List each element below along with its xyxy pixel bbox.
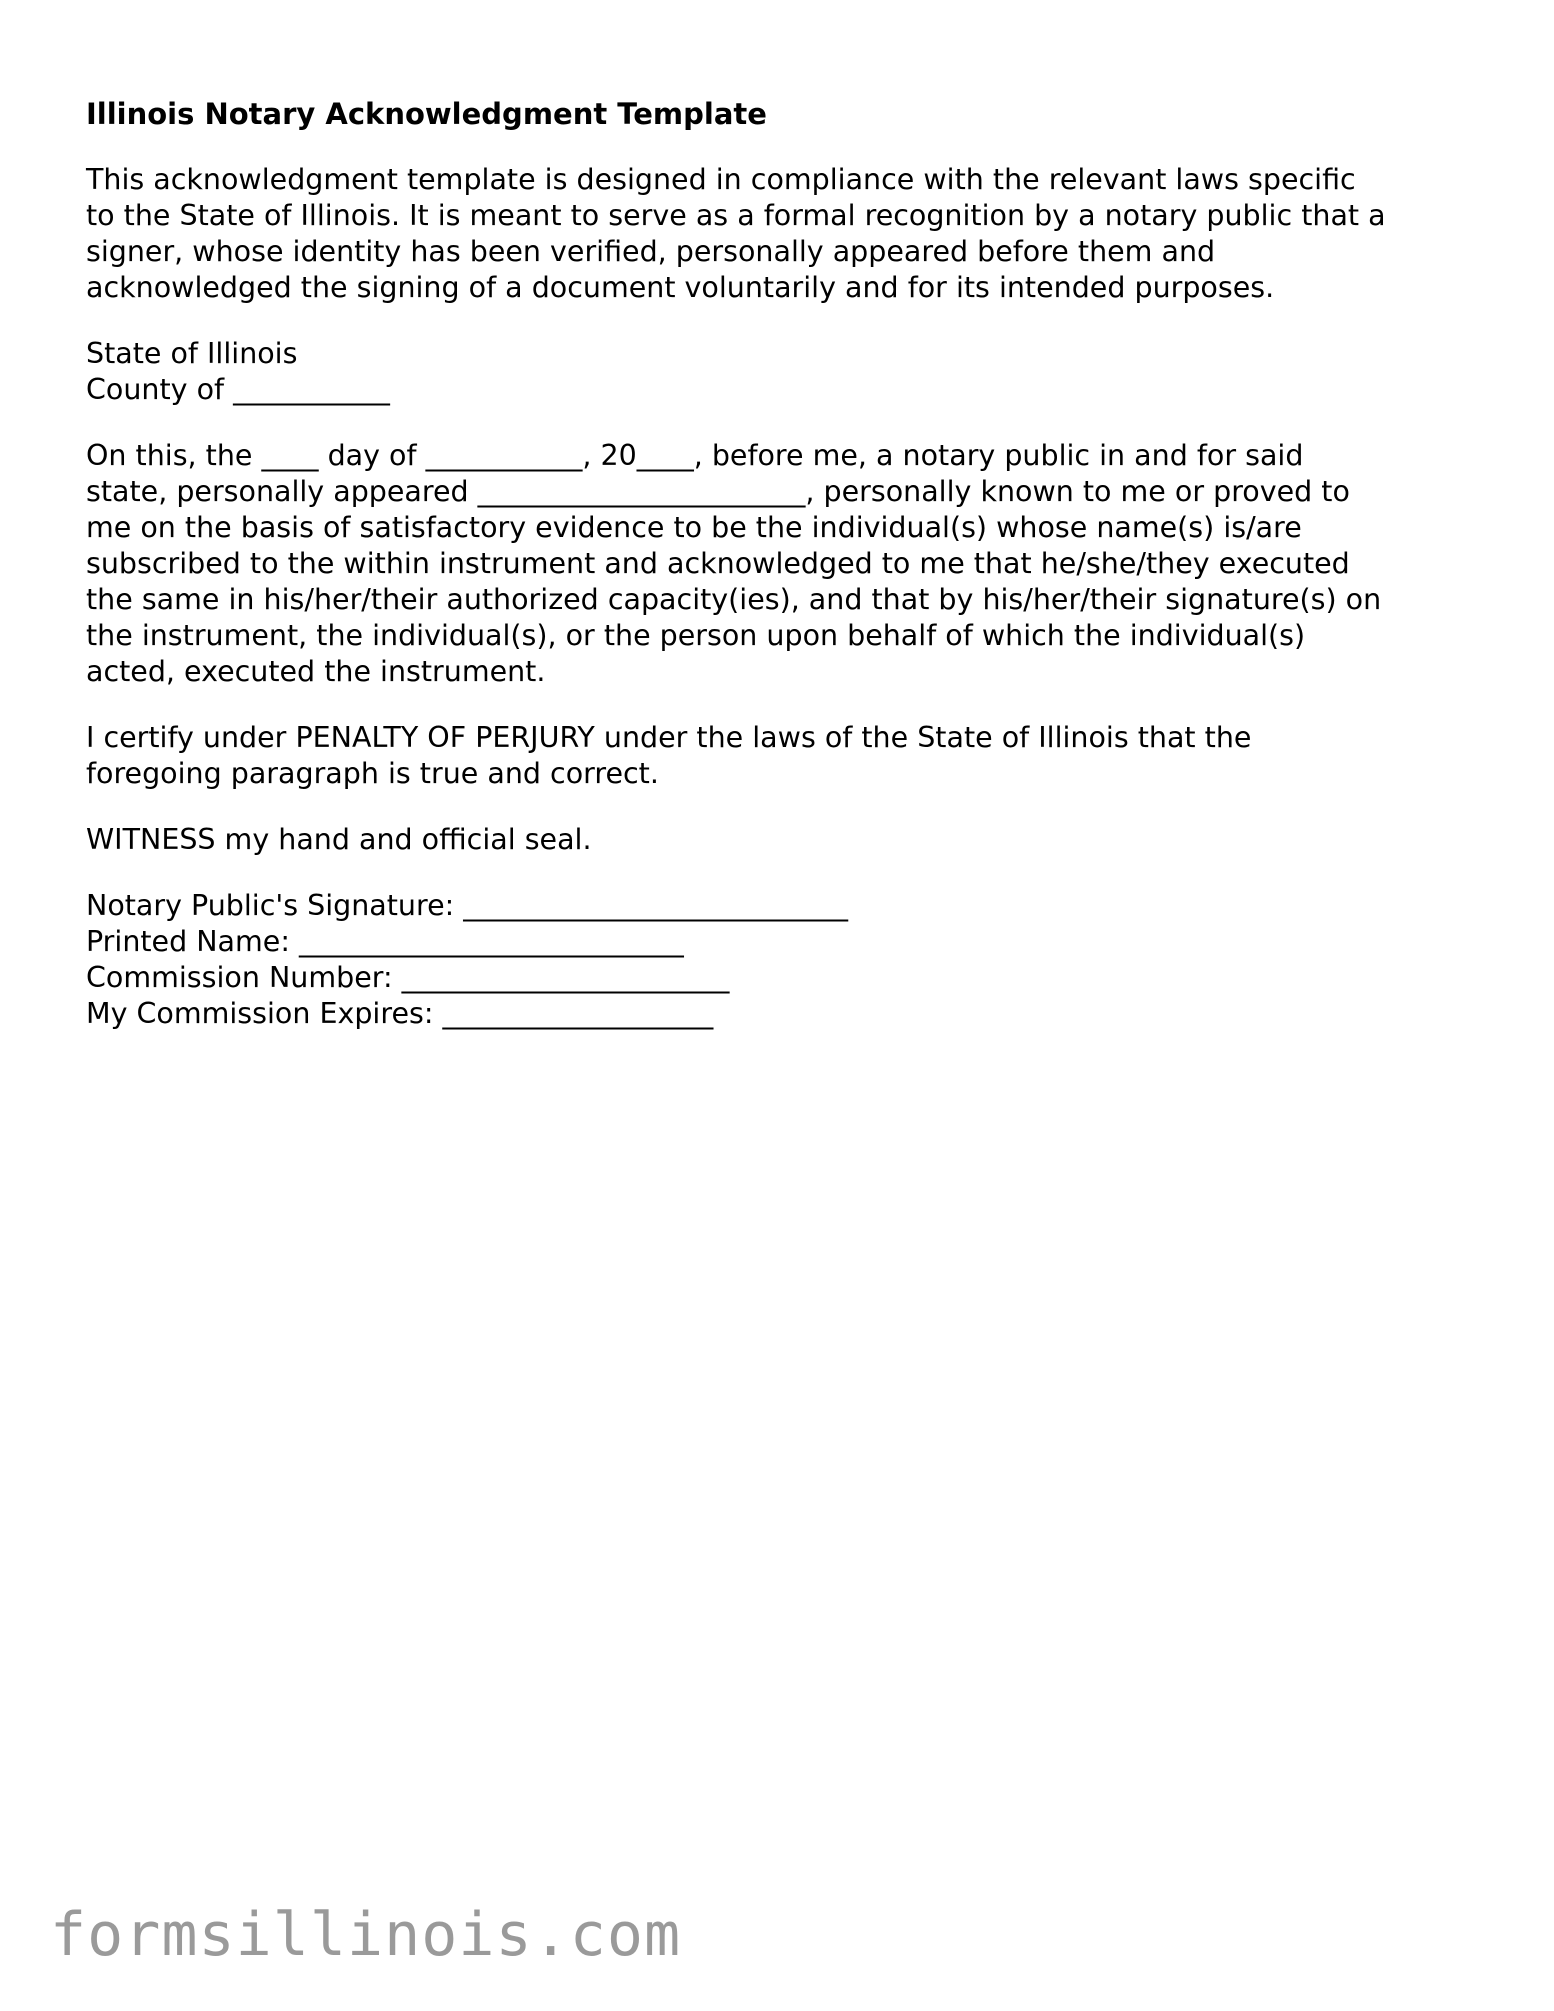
body-line: On this, the ____ day of ___________, 20____, before me, a notary public in and for said [86, 439, 1304, 472]
body-line: me on the basis of satisfactory evidence to be the individual(s) whose name(s) is/are [86, 511, 1302, 544]
body-line: state, personally appeared _______________________, personally known to me or proved to [86, 475, 1350, 508]
venue-county: County of ___________ [86, 373, 390, 406]
certification-paragraph [86, 720, 1486, 792]
venue-state: State of Illinois [86, 337, 298, 370]
intro-line: This acknowledgment template is designed in compliance with the relevant laws specific [86, 163, 1356, 196]
intro-line: signer, whose identity has been verified, personally appeared before them and [86, 235, 1216, 268]
site-watermark: formsillinois.com [50, 1900, 682, 1970]
witness-line: WITNESS my hand and official seal. [86, 823, 592, 856]
acknowledgment-paragraph [86, 438, 1486, 690]
notary-signature-field: Notary Public's Signature: ___________________________ [86, 889, 849, 922]
witness-statement [86, 822, 1486, 858]
certify-line: foregoing paragraph is true and correct. [86, 757, 659, 790]
intro-line: to the State of Illinois. It is meant to serve as a formal recognition by a notary public that a [86, 199, 1386, 232]
certify-line: I certify under PENALTY OF PERJURY under the laws of the State of Illinois that the [86, 721, 1252, 754]
body-line: the instrument, the individual(s), or the person upon behalf of which the individual(s) [86, 619, 1306, 652]
signature-block [86, 888, 1486, 1032]
body-line: acted, executed the instrument. [86, 655, 546, 688]
body-line: subscribed to the within instrument and acknowledged to me that he/she/they executed [86, 547, 1350, 580]
intro-paragraph [86, 162, 1486, 306]
commission-expires-field: My Commission Expires: ___________________ [86, 997, 714, 1030]
venue-block [86, 336, 1486, 408]
commission-number-field: Commission Number: _______________________ [86, 961, 730, 994]
document-title: Illinois Notary Acknowledgment Template [86, 97, 767, 131]
body-line: the same in his/her/their authorized capacity(ies), and that by his/her/their signature(s) on [86, 583, 1382, 616]
printed-name-field: Printed Name: ___________________________ [86, 925, 684, 958]
intro-line: acknowledged the signing of a document voluntarily and for its intended purposes. [86, 271, 1275, 304]
document-page [86, 96, 1486, 1062]
